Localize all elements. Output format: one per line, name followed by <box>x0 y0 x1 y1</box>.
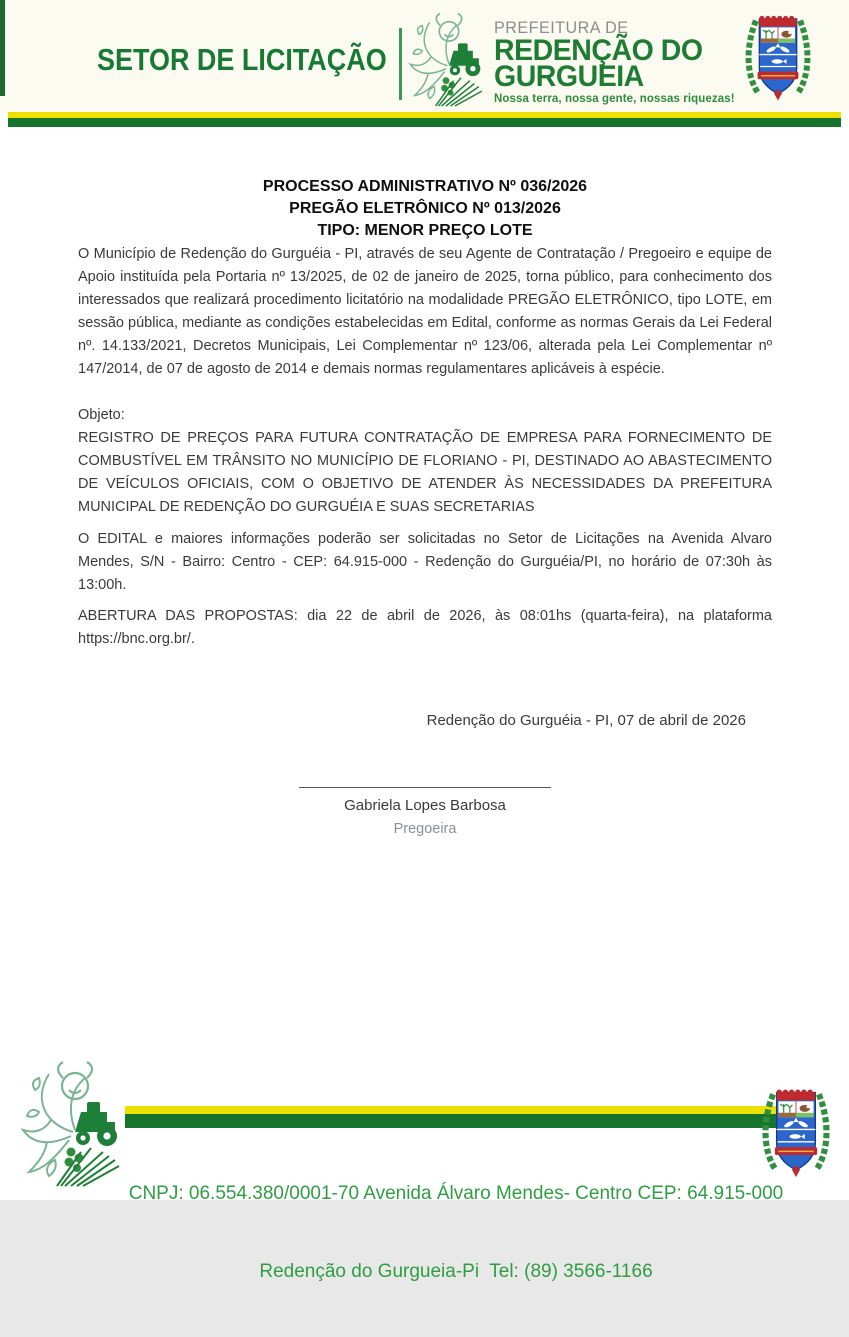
process-number-line: PROCESSO ADMINISTRATIVO Nº 036/2026 <box>262 178 588 195</box>
municipal-crest-icon <box>734 7 822 109</box>
letterhead-header <box>0 0 849 112</box>
object-paragraph: REGISTRO DE PREÇOS PARA FUTURA CONTRATAÇÃO DE EMPRESA PARA FORNECIMENTO DE COMBUSTÍVEL EM TRÂNSITO NO MUNICÍPIO DE FLORIANO - PI, DESTINADO AO ABASTECIMENTO DE VEÍCULOS OFICIAIS, COM O OBJETIVO DE ATENDER ÀS NECESSIDADES DA PREFEITURA MUNICIPAL DE REDENÇÃO DO GURGUÉIA E SUAS SECRETARIAS <box>78 430 772 515</box>
signature-block <box>78 787 772 837</box>
auction-number-line: PREGÃO ELETRÔNICO Nº 013/2026 <box>289 200 561 217</box>
footer-phone-line: Redenção do Gurgueia-Pi Tel: (89) 3566-1166 <box>259 1261 653 1282</box>
signer-name: Gabriela Lopes Barbosa <box>344 797 506 814</box>
org-name-line1: REDENÇÃO DO <box>494 34 703 67</box>
org-slogan: Nossa terra, nossa gente, nossas riquezas! <box>494 93 735 105</box>
footer-contact-block <box>120 1129 792 1337</box>
document-title-block <box>78 176 772 242</box>
department-title: SETOR DE LICITAÇÃO <box>97 42 387 77</box>
header-stripe <box>8 112 841 127</box>
footer-stripe <box>125 1106 788 1128</box>
agriculture-logo-icon <box>404 12 494 109</box>
footer-stripe-yellow-band <box>125 1106 788 1114</box>
left-edge-green-bar <box>0 0 5 96</box>
edital-info-paragraph: O EDITAL e maiores informações poderão ser solicitadas no Setor de Licitações na Avenida Alvaro Mendes, S/N - Bairro: Centro - CEP: 64.915-000 - Redenção do Gurguéia/PI, no horário de 07:30h às 13:00h. <box>78 531 772 593</box>
auction-type-line: TIPO: MENOR PREÇO LOTE <box>317 222 533 239</box>
organization-block <box>494 18 735 105</box>
footer-address-line: CNPJ: 06.554.380/0001-70 Avenida Álvaro Mendes- Centro CEP: 64.915-000 <box>128 1183 784 1204</box>
signature-rule <box>299 787 551 788</box>
footer-stripe-green-band <box>125 1114 788 1128</box>
stripe-green-band <box>8 118 841 127</box>
proposal-opening-paragraph: ABERTURA DAS PROPOSTAS: dia 22 de abril de 2026, às 08:01hs (quarta-feira), na plataforma https://bnc.org.br/. <box>78 608 772 647</box>
org-prefix-label: PREFEITURA DE <box>494 18 629 37</box>
place-date-line: Redenção do Gurguéia - PI, 07 de abril de 2026 <box>426 712 746 729</box>
org-name-line2: GURGUEIA <box>494 60 644 93</box>
signer-role: Pregoeira <box>393 821 457 837</box>
municipal-crest-footer-icon <box>752 1072 840 1194</box>
intro-paragraph: O Município de Redenção do Gurguéia - PI, através de seu Agente de Contratação / Pregoeiro e equipe de Apoio instituída pela Portaria nº 13/2025, de 02 de janeiro de 2025, torna público, para conhecimento dos interessados que realizará procedimento licitatório na modalidade PREGÃO ELETRÔNICO, tipo LOTE, em sessão pública, mediante as condições estabelecidas em Edital, conforme as normas Gerais da Lei Federal nº. 14.133/2021, Decretos Municipais, Lei Complementar nº 123/06, alterada pela Lei Complementar nº 147/2014, de 07 de agosto de 2014 e demais normas regulamentares aplicáveis à espécie. <box>78 246 772 377</box>
agriculture-footer-art-icon <box>14 1060 136 1190</box>
object-label: Objeto: <box>78 407 125 423</box>
header-divider <box>399 28 402 100</box>
